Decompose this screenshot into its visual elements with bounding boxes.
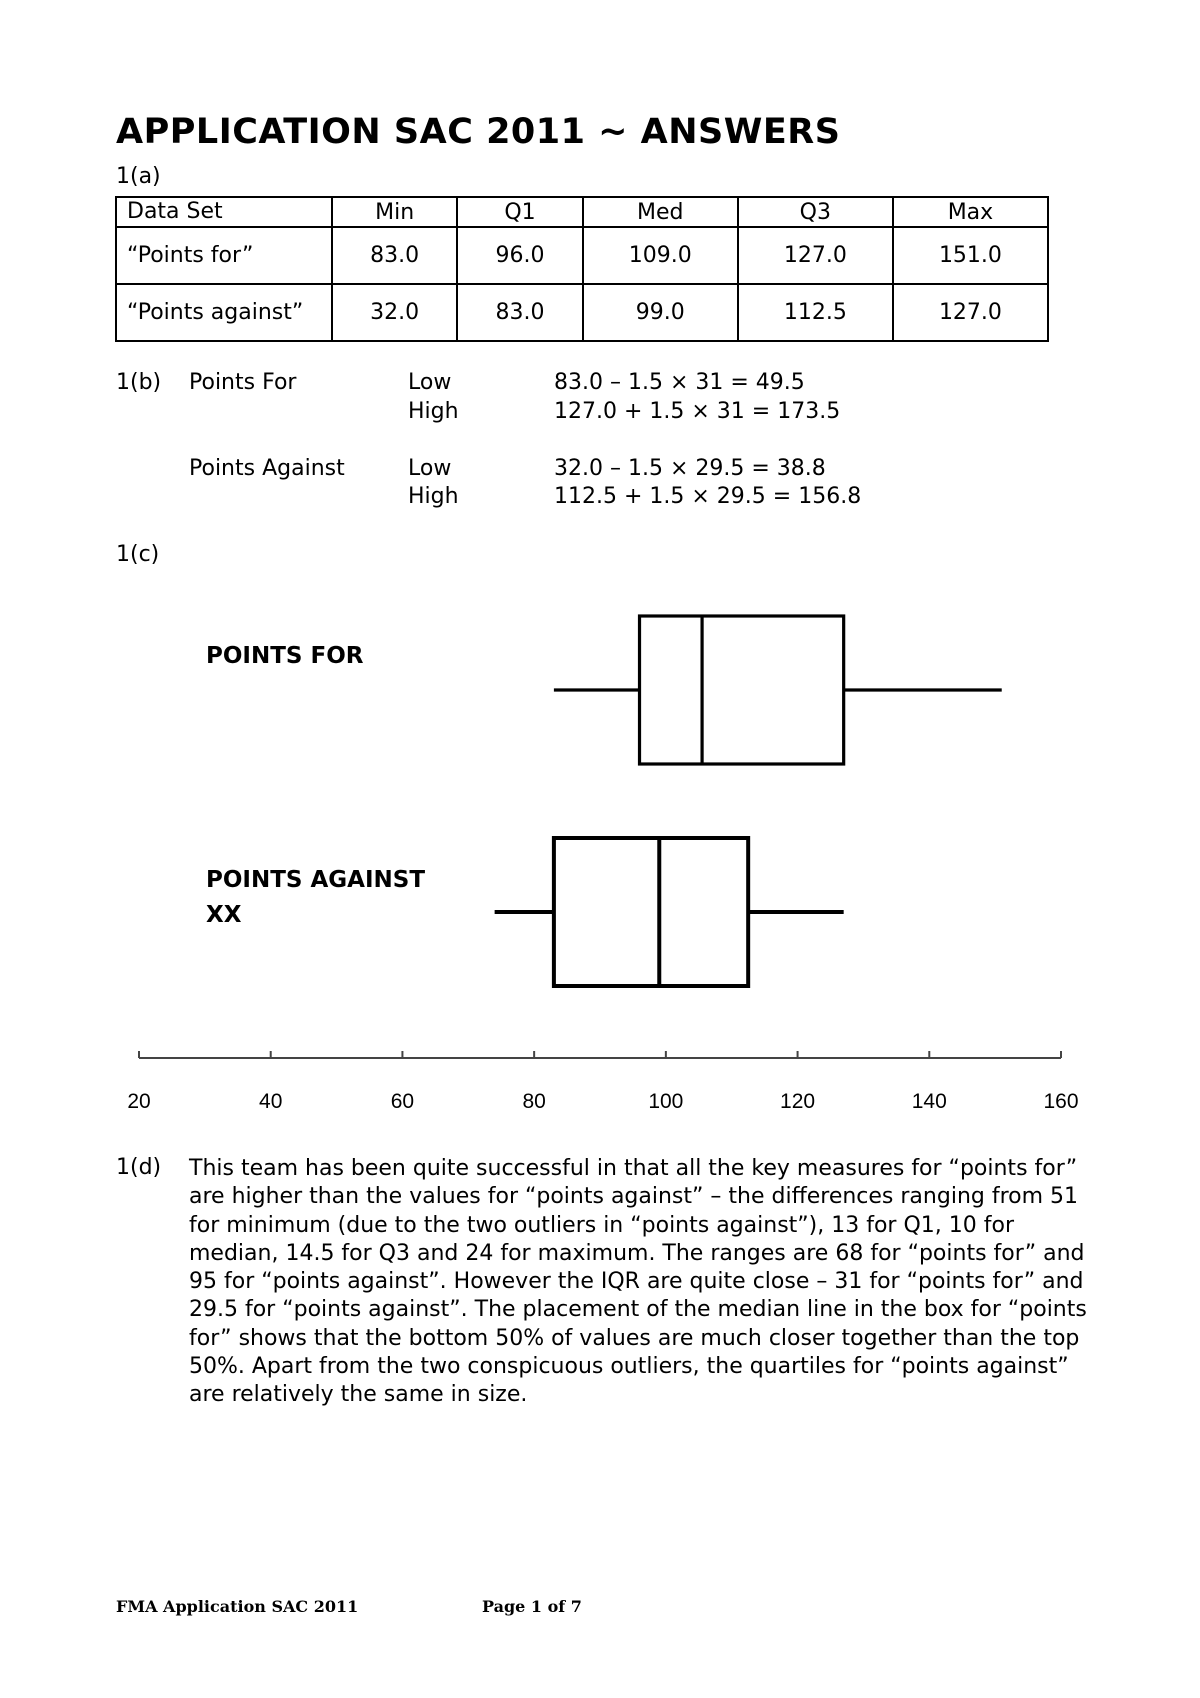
fence-low-label: Low bbox=[408, 456, 452, 481]
x-tick-label: 20 bbox=[127, 1090, 151, 1113]
x-tick-label: 120 bbox=[780, 1090, 816, 1113]
table-header: Min bbox=[332, 197, 457, 227]
table-header: Med bbox=[583, 197, 738, 227]
table-header: Data Set bbox=[116, 197, 332, 227]
x-tick-label: 160 bbox=[1043, 1090, 1079, 1113]
question-1c-label: 1(c) bbox=[116, 542, 160, 567]
x-tick-label: 40 bbox=[259, 1090, 283, 1113]
fence-high-label: High bbox=[408, 484, 459, 509]
table-cell: 83.0 bbox=[457, 284, 582, 341]
table-row bbox=[116, 227, 1048, 284]
points-against-high-fence: 112.5 + 1.5 × 29.5 = 156.8 bbox=[554, 484, 862, 509]
table-cell: “Points for” bbox=[116, 227, 332, 284]
five-number-summary-table bbox=[115, 196, 1049, 342]
page-title: APPLICATION SAC 2011 ~ ANSWERS bbox=[116, 112, 841, 152]
x-tick-label: 100 bbox=[648, 1090, 684, 1113]
iqr-box bbox=[640, 616, 844, 764]
points-for-heading: Points For bbox=[189, 370, 297, 395]
question-1a-label: 1(a) bbox=[116, 164, 161, 189]
fence-high-label: High bbox=[408, 399, 459, 424]
table-cell: 127.0 bbox=[738, 227, 893, 284]
x-tick-label: 80 bbox=[522, 1090, 546, 1113]
outliers-marker: XX bbox=[206, 902, 242, 928]
question-1d-label: 1(d) bbox=[116, 1155, 162, 1180]
table-cell: 109.0 bbox=[583, 227, 738, 284]
series-label-points-against: POINTS AGAINST bbox=[206, 867, 426, 893]
table-cell: 32.0 bbox=[332, 284, 457, 341]
table-cell: “Points against” bbox=[116, 284, 332, 341]
footer-left: FMA Application SAC 2011 bbox=[116, 1597, 359, 1616]
series-label-points-for: POINTS FOR bbox=[206, 643, 364, 669]
table-header: Q3 bbox=[738, 197, 893, 227]
table-cell: 99.0 bbox=[583, 284, 738, 341]
points-against-low-fence: 32.0 – 1.5 × 29.5 = 38.8 bbox=[554, 456, 826, 481]
table-cell: 83.0 bbox=[332, 227, 457, 284]
boxplot-marks bbox=[127, 616, 1078, 1113]
x-tick-label: 60 bbox=[390, 1090, 415, 1113]
parallel-boxplots bbox=[0, 600, 1200, 1120]
table-header: Max bbox=[893, 197, 1048, 227]
fence-low-label: Low bbox=[408, 370, 452, 395]
table-cell: 127.0 bbox=[893, 284, 1048, 341]
question-1b-label: 1(b) bbox=[116, 370, 162, 395]
question-1d-answer: This team has been quite successful in that all the key measures for “points for” are higher than the values for “points against” – the differences ranging from 51 for minimum (due to the two outliers in “points against”), 13 for Q1, 10 for median, 14.5 for Q3 and 24 for maximum. The ranges are 68 for “points for” and 95 for “points against”. However the IQR are quite close – 31 for “points for” and 29.5 for “points against”. The placement of the median line in the box for “points for” shows that the bottom 50% of values are much closer together than the top 50%. Apart from the two conspicuous outliers, the quartiles for “points against” are relatively the same in size. bbox=[189, 1156, 1087, 1408]
x-tick-label: 140 bbox=[911, 1090, 947, 1113]
table-cell: 112.5 bbox=[738, 284, 893, 341]
table-header: Q1 bbox=[457, 197, 582, 227]
table-cell: 96.0 bbox=[457, 227, 582, 284]
table-header-row bbox=[116, 197, 1048, 227]
points-against-heading: Points Against bbox=[189, 456, 345, 481]
footer-page-number: Page 1 of 7 bbox=[482, 1597, 582, 1616]
table-row bbox=[116, 284, 1048, 341]
table-cell: 151.0 bbox=[893, 227, 1048, 284]
points-for-high-fence: 127.0 + 1.5 × 31 = 173.5 bbox=[554, 399, 841, 424]
points-for-low-fence: 83.0 – 1.5 × 31 = 49.5 bbox=[554, 370, 805, 395]
iqr-box bbox=[554, 838, 748, 986]
